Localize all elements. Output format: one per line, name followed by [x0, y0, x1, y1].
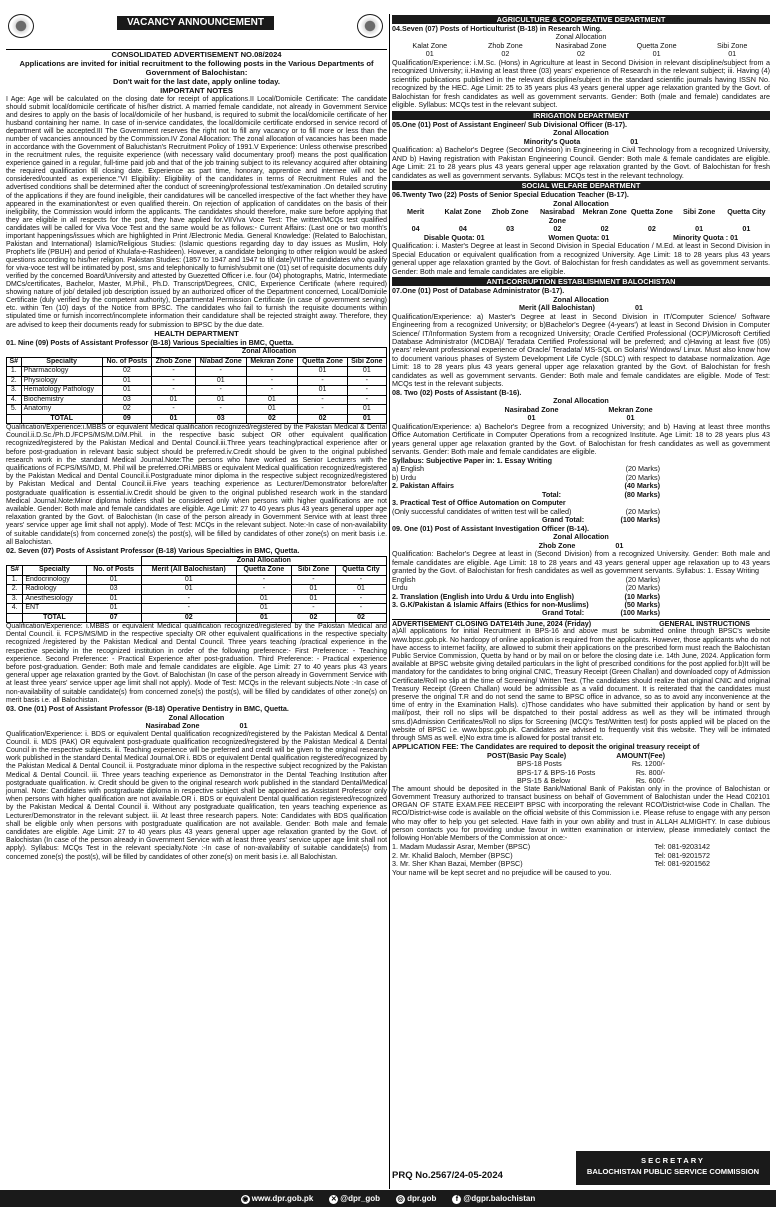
table-cell: 01	[86, 594, 141, 604]
table-cell: 02	[102, 367, 151, 377]
zone-name: Merit (All Balochistan)	[519, 303, 595, 313]
fee-post: BPS-18 Posts	[517, 759, 562, 769]
member-name: 3. Mr. Sher Khan Bazai, Member (BPSC)	[392, 859, 523, 869]
footer-facebook-text: @dgpr.balochistan	[463, 1193, 536, 1203]
table-cell: ENT	[23, 604, 86, 614]
table-cell: Endocrinology	[23, 575, 86, 585]
table-cell: 01	[347, 367, 386, 377]
table-cell: -	[195, 386, 246, 396]
post-06-qualification: Qualification: i. Master's Degree at least in Second Division in Special Education / M.Ed. at least in Second Division in Special Education or equivalent qualification from a recognized University. Age Limit: 18 to 28 years plus 43 years general upper age relaxation granted by the Govt. of Balochistan for fresh candidates as well as government servants. Gender: Both male and female candidates are eligible.	[392, 241, 770, 276]
zone-name: Nasirabad Zone	[504, 404, 559, 414]
zone-count: 01	[634, 303, 643, 313]
col-sno: S#	[7, 566, 23, 576]
column-divider	[389, 14, 390, 1189]
table-cell: 03	[102, 395, 151, 405]
col-posts: No. of Posts	[102, 357, 151, 367]
post-07-title: 07.One (01) Post of Database Administrator (B-17).	[392, 286, 565, 296]
subject: 3. G.K/Pakistan & Islamic Affairs (Ethics for non-Muslims)	[392, 600, 589, 609]
total-cell: 03	[195, 414, 246, 424]
zone-name: Sibi Zone	[682, 207, 716, 217]
signature-org: BALOCHISTAN PUBLIC SERVICE COMMISSION	[586, 1167, 760, 1176]
total-cell: 02	[291, 613, 335, 623]
zone-count: 01	[626, 413, 635, 423]
post-05-qualification: Qualification: a) Bachelor's Degree (Second Division) in Engineering in Civil Technology from a recognized University, AND b) Having registration with Pakistan Engineering Council. Gender: Both male & female candidates are eligible. Age Limit: 21 to 28 years plus 43 years general upper age relaxation granted by the Govt. of Balochistan for fresh candidates as well as government servants. Syllabus: MCQs test in the relevant technology.	[392, 145, 770, 180]
table-cell: -	[152, 376, 196, 386]
total-cell: 01	[347, 414, 386, 424]
total-cell: 02	[335, 613, 386, 623]
table-cell: -	[291, 604, 335, 614]
table-cell: 2.	[7, 585, 23, 595]
table-cell: -	[298, 395, 347, 405]
footer-facebook[interactable]	[452, 1194, 535, 1204]
zone-name: Quetta Zone	[630, 207, 673, 217]
fee-amount: Rs. 1200/-	[631, 759, 665, 769]
total-cell: 02	[141, 613, 236, 623]
table-cell: 01	[102, 386, 151, 396]
total-marks: (100 Marks)	[620, 515, 660, 525]
table-cell: 01	[347, 405, 386, 415]
table-cell: 01	[335, 585, 386, 595]
post-08-title: 08. Two (02) Posts of Assistant (B-16).	[392, 387, 522, 397]
advertisement-number: CONSOLIDATED ADVERTISEMENT NO.08/2024	[111, 50, 282, 59]
quota: Minority Quota : 01	[673, 232, 739, 242]
table-row	[7, 386, 387, 396]
table-cell: 1.	[7, 575, 23, 585]
member-tel: Tel: 081-9201562	[654, 859, 710, 869]
post-03-zone-row	[6, 722, 387, 730]
table-cell: -	[335, 594, 386, 604]
total-cell: 09	[102, 414, 151, 424]
table-cell: 01	[141, 585, 236, 595]
total-label: TOTAL	[21, 414, 102, 424]
closing-date-row	[392, 619, 770, 628]
table-cell: 01	[195, 395, 246, 405]
table-cell: -	[347, 376, 386, 386]
fee-amount: Rs. 800/-	[635, 767, 665, 777]
post-01-qualification: Qualification/Experience:i.MBBS or equivalent Medical qualification recognized/registered by the Pakistan Medical & Dental Council.ii.D.Sc./Ph.D./FCPS/MS/M.D/M.Phil. in the respective basic subject OR other equivalent qualification recognized/registered by the Pakistan Medical and Dental Council.iii.Three years teaching/practical experience after or before post-graduation in relevant basic subject should be preferred.iv.Credit should be given to the original published research work in the standard Medical Journal.Note:The persons who have worked as Senior Lecturers with the qualifications of FCPS/MS/MD, M. Phil will be preferred.ORi.MBBS or equivalent Medical qualification recognized/registered by the Pakistan Medical and Dental Council.ii.Postgraduate minor diploma in the respective subject recognized/registered by Pakistan Medical and Dental Council.iii.Five years teaching experience as Lecturer/Demonstrator before/after postgraduate qualification is essential.iv.Credit should be given to the original published research work in the standard Medical Journal.Note:Minor diploma holders shall be considered only when persons with higher qualifications are not available. Gender: Both male and female candidates are eligible. Age Limit: 27 to 40 years plus 43 years general upper age relaxation granted by the Govt. of Balochistan (In case of the person already in Government Service with at least three years' service upper age limit shall not apply). Mode of Test: MCQs in the relevant subject. Note:-In case of non-availability of suitable candidate(s) from concerned zone(s) the post(s), will be filled by candidates of other zone(s) on merit basis i.e. all Balochistan.	[6, 424, 387, 546]
col-sno: S#	[7, 357, 22, 367]
total-cell: 01	[152, 414, 196, 424]
table-cell: -	[347, 395, 386, 405]
col-zone: Quetta City	[335, 566, 386, 576]
post-08-zonal: Zonal Allocation	[553, 396, 609, 406]
post-02-title: 02. Seven (07) Posts of Assistant Professor (B-18) Various Specialties in BMC, Quetta.	[6, 546, 300, 556]
quota: Disable Quota: 01	[423, 232, 485, 242]
subject: English	[392, 574, 416, 584]
post-09-zonal: Zonal Allocation	[553, 532, 609, 542]
post-05-zonal: Zonal Allocation	[553, 128, 609, 138]
table-cell: -	[246, 386, 298, 396]
zone-count: 01	[615, 540, 624, 550]
application-fee-intro: APPLICATION FEE: The Candidates are required to deposit the original treasury receipt of	[392, 742, 700, 752]
col-zone: Merit (All Balochistan)	[141, 566, 236, 576]
table-row	[7, 376, 387, 386]
post-08-syllabus: Syllabus: Subjective Paper in: 1. Essay Writing	[392, 455, 553, 465]
general-instructions-text: a)All applications for initial Recruitment in BPS-16 and above must be submitted online through BPSC's website www.bpsc.gob.pk. No hardcopy of online application is required from the applicants. However, those applicants who do not have access to internet facility, are allowed to submit their applications on the prescribed form must reach the Balochistan Public Service Commission, Quetta by hand or by mail on or before the closing date i.e. 14th June, 2024. Application form available at BPSC website giving detailed particulars in the light of prescribed conditions for the post applied for.b)It will be mandatory for the candidates to bring original CNIC, Treasury Receipt (Green Challan) and downloaded copy of Admission Certificate/Roll no slip at the time of Screening/ Written Test. (The candidates should realize that original CNIC and original Treasury Receipt (Green Challan) would be admissible as a valid document. It is reiterated that the candidates must preserve the original T.R and do not send the same to BPSC office in advance, so as to avoid any inconvenience at the time of entry in the Examination Halls). c)Those candidates who have submitted their application by hand or sent by mail/post, their roll no slips will be dispatched to their postal address as well as they will be intimated through sms.d)Admission Certificates/Roll no slips for Screening (MCQ's Test/Written test) for posts applied will be placed on the website of BPSC i.e. www.bpsc.gob.pk. Candidates are advised to frequently visit this website. They will be intimated through SMS as well. e)No extra time is allowed for postal transit etc.	[392, 628, 770, 743]
table-cell: 01	[86, 604, 141, 614]
member-tel: Tel: 081-9203142	[654, 842, 710, 852]
total-cell: 07	[86, 613, 141, 623]
important-notes-text: I Age: Age will be calculated on the closing date for receipt of applications.II Local/Domicile Certificate: The candidate should submit local/domicile certificate of his/her district. A married female candidate, not already in Government Service and desires to apply on the basis of local/domicile of her husband, is required to submit the local/domicile certificate of her husband containing her name. In case of in-service candidates, the local/domicile certificate endorsed in service record of department will be accepted.III The Government reserves the right not to fill any vacancy or to fill more or less than the number of vacancies announced by the Commission.IV Zonal Allocation: The zonal allocation of vacancies has been made in accordance with the Government of Baluchistan's Recruitment Policy of 1991.V Experience: Unless otherwise prescribed in the recruitment rules, the requisite experience (with necessary valid documentary proof) means the post qualification experience gained in a regular, full-time paid job and that of the job training subject to its relevancy acquired after obtaining the required qualification till closing date. Experience as part time, honorary, apprentice and internee will not be considered/counted as experience."VI Eligibility: Eligibility of the candidates in terms of Recruitment Rules and the advertised conditions shall be determined after the conduct of screening/professional test/examination .On detailed scrutiny of the applications if they are found ineligible, their candidatures will be cancelled irrespective of the fact whether they have appeared in the examination/test or even qualified therein. On rejection of application of candidates on the basis of their ineligibility, the Commission would inform the applicants. The candidates should therefore, make sure before applying that they are eligible in all respects for the post, they have applied for.VIIViva Voce Test: The written/MCQs test qualified candidates will be called for Viva Voce Test and the same would be as follows:- Current Affairs: (Last one or two month's important happenings/issues which are highlighted in Print /Electronic Media. General Knowledge: (Related to Balochistan, Pakistan and International) Islamic/Religious Studies: (Islamic questions regarding day to day issues as Muslim, Holy Prophet's life (PBUH) and period of Khulafa-e-Rashideen). However, a candidate belonging to other religion would be asked questions according to his/her religion. Pakistan Studies: (1857 to 1947 and 1947 to till date)VIIIThe candidates who qualify for viva-voce test will be intimated by post, sms and telephonically to furnish/submit one (01) set of requisite documents duly verified by the concerned Board/University and attested by Guezetted Officer i.e. four (04) photographs, Matric, Intermediate DMCs/certificates, Bachelor, Master, M.Phil., Ph.D. Transcript/Degrees, CNIC, Experience Certificate (where required) showing nature of job/ detailed job description issued by an authorized officer of the Department concerned, Local/Domicile Certificate (duly verified by the competent authority), Departmental Permission Certificate (in case of government serving) etc. within Ten (10) days of the Notice from BPSC. The candidates who fail to furnish the requisite documents within stipulated time or furnish incorrect/incomplete information their candidature shall be rejected straight away. Therefore, they are advised to keep their documents ready for submission to BPSC by the due date.	[6, 95, 387, 329]
post-04-title: 04.Seven (07) Posts of Horticulturist (B-18) in Research Wing.	[392, 24, 603, 33]
footer-twitter-text: @dpr_gob	[340, 1193, 381, 1203]
zone-count: 01	[425, 49, 434, 59]
table-cell: 01	[86, 575, 141, 585]
table-cell: -	[152, 367, 196, 377]
vacancy-banner	[6, 14, 387, 50]
table-cell: 01	[141, 575, 236, 585]
table-cell: 02	[102, 405, 151, 415]
post-08-zones	[392, 406, 770, 423]
post-05-title: 05.One (01) Post of Assistant Engineer/ Sub Divisional Officer (B-17).	[392, 119, 627, 129]
agriculture-department-heading: AGRICULTURE & COOPERATIVE DEPARTMENT	[392, 15, 770, 24]
post-03-title: 03. One (01) Post of Assistant Professor (B-18) Operative Dentistry in BMC, Quetta.	[6, 704, 289, 714]
zone-count: 02	[553, 224, 562, 234]
prq-number: PRQ No.2567/24-05-2024	[392, 1170, 503, 1181]
total-cell: 02	[298, 414, 347, 424]
subject: 2. Pakistan Affairs	[392, 481, 455, 491]
table-cell: 1.	[7, 367, 22, 377]
total-cell: 01	[236, 613, 291, 623]
table-cell: -	[246, 376, 298, 386]
post-02-table	[6, 556, 387, 624]
zone-count: 02	[501, 49, 510, 59]
table-cell: -	[195, 405, 246, 415]
zone-count: 02	[600, 224, 609, 234]
zone-name: Mekran Zone	[582, 207, 627, 217]
table-cell: 01	[246, 395, 298, 405]
col-zone: Zhob Zone	[152, 357, 196, 367]
quota: Women Quota: 01	[548, 232, 610, 242]
zone-count: 01	[695, 224, 704, 234]
table-cell: 01	[291, 594, 335, 604]
table-row	[7, 604, 387, 614]
col-posts: No. of Posts	[86, 566, 141, 576]
member-name: 1. Madam Mudassir Asrar, Member (BPSC)	[392, 842, 531, 852]
zone-name: Nasirabad Zone	[555, 40, 607, 50]
col-zone: N/abad Zone	[195, 357, 246, 367]
marks: (20 Marks)	[625, 574, 660, 584]
zone-count: 02	[647, 224, 656, 234]
footer-bar	[0, 1190, 776, 1207]
post-06-zonal: Zonal Allocation	[553, 198, 609, 208]
signature-block	[576, 1151, 770, 1185]
table-cell: 4.	[7, 395, 22, 405]
important-notes-heading: IMPORTANT NOTES	[160, 85, 233, 95]
post-04-qualification: Qualification/Experience: i.M.Sc. (Hons) in Agriculture at least in Second Division in relevant discipline/subject from a recognized University; ii.Having at least three (03) years' experience of Research in the relevant subject; iii. Having (4) scientific publications published in the relevant discipline/subject in the standard scientific journals having ISSN No. recognized by the HEC. Age Limit: 25 to 35 years plus 43 years general upper age relaxation granted by the Govt. of Balochistan for fresh candidates as well as government servants. Gender: Both (male and female) candidates are eligible. Syllabus: MCQs test in the relevant subject.	[392, 57, 770, 110]
table-cell: 01	[195, 376, 246, 386]
post-09-marks	[392, 576, 770, 618]
fee-post: BPS-17 & BPS-16 Posts	[517, 767, 596, 777]
post-07-qualification: Qualification/Experience: a) Master's Degree at least in Second Division in IT/Computer Science/ Software Engineering from a recognized University; or b)Bachelor's Degree (4-years') at least in Second Division in Computer Science/ IT/Information System from a recognized University; Oracle Certified Professional (OCP)/Microsoft Certified Database Administrator (MCDBA)/ Teradata Certified Professional will be preferred; and c)Having at least five (05) years' relevant professional experience of Oracle/ Teradata/ MS-SQL on Solaris/ Windows/ Linux. Must also know how to document various phases of System Development Life Cycle (SDLC) with respect to database normalization. Age Limit: 18 to 28 years plus 43 years general upper age relaxation granted by the Govt. of Balochistan for fresh candidates as well as government servants. Gender: Both male and female candidates are eligible. Mode of Test: MCQs test in the relevant subjects.	[392, 311, 770, 389]
bpsc-seal-icon	[8, 14, 34, 38]
footer-instagram[interactable]	[396, 1194, 436, 1204]
zone-name: Zhob Zone	[538, 540, 576, 550]
total-marks: (100 Marks)	[620, 608, 660, 618]
post-02-qualification: Qualification/Experience: i.MBBS or equivalent Medical qualification recognized/registered by the Pakistan Medical and Dental Council. ii. FCPS/MS/MD in the respective specialty OR other equivalent qualifications in the respective specialty recognized /registered by the Pakistan Medical and Dental Council. Three years teaching /practical experience in the respective specialty in the recognized institution in order of the following preference:- First Preference: - Teaching experience. Second Preference: - Practical Experience after post-graduation. Third Preference: - Practical experience before post-graduation. Gender: Both male and female candidates are eligible. Age Limit: 27 to 40 years plus 43 years general upper age relaxation granted by the Govt. of Balochistan (In case of the person already in Government Service with at least three years' service upper age limit shall not apply). Mode of Test: MCQs in the relevant subjects.Note :-In case of non-availability of suitable candidate(s) from concerned zone(s) the post(s), will be filled by candidates of other zone(s) on merit basis i.e. all Balochistan.	[6, 623, 387, 704]
table-cell: 01	[152, 395, 196, 405]
post-06-title: 06.Twenty Two (22) Posts of Senior Special Education Teacher (B-17).	[392, 190, 629, 200]
subject: 2. Translation (English into Urdu & Urdu into English)	[392, 591, 575, 601]
table-row	[7, 405, 387, 415]
zone-count: 04	[411, 224, 420, 234]
col-specialty: Specialty	[23, 566, 86, 576]
table-cell: 2.	[7, 376, 22, 386]
anti-corruption-heading: ANTI-CORRUPTION ESTABLISHMENT BALOCHISTAN	[392, 277, 770, 286]
subject: Urdu	[392, 583, 408, 593]
table-cell: Anatomy	[21, 405, 102, 415]
table-cell: Physiology	[21, 376, 102, 386]
footer-twitter[interactable]	[329, 1194, 380, 1204]
table-cell: 01	[298, 367, 347, 377]
zone-count: 01	[239, 721, 248, 731]
col-zone: Sibi Zone	[291, 566, 335, 576]
zone-count: 03	[506, 224, 515, 234]
post-09-title: 09. One (01) Post of Assistant Investigation Officer (B-14).	[392, 523, 590, 533]
irrigation-department-heading: IRRIGATION DEPARTMENT	[392, 111, 770, 120]
table-cell: Radiology	[23, 585, 86, 595]
secrecy-note: Your name will be kept secret and no prejudice will be caused to you.	[392, 867, 612, 877]
table-row	[7, 575, 387, 585]
post-08-marks	[392, 465, 770, 499]
advertisement-intro: Applications are invited for initial recruitment to the following posts in the Various Departments of Government of Balochistan:	[19, 58, 374, 77]
zone-name: Quetta Zone	[636, 40, 677, 50]
fee-post: BPS-15 & Below	[517, 776, 571, 786]
col-zone: Quetta Zone	[236, 566, 291, 576]
zone-name: Nasirabad Zone	[145, 721, 200, 731]
table-cell: -	[236, 575, 291, 585]
marks: (50 Marks)	[624, 600, 660, 609]
table-cell: -	[246, 367, 298, 377]
zone-name: Quetta City	[727, 207, 766, 217]
member-tel: Tel: 081-9201572	[654, 850, 710, 860]
social-welfare-heading: SOCIAL WELFARE DEPARTMENT	[392, 181, 770, 190]
table-cell: Anesthesiology	[23, 594, 86, 604]
table-cell: -	[141, 594, 236, 604]
table-cell: -	[298, 376, 347, 386]
table-cell: 3.	[7, 386, 22, 396]
zone-count: 01	[728, 49, 737, 59]
zonal-allocation-header: Zonal Allocation	[152, 348, 387, 358]
footer-instagram-text: dpr.gob	[407, 1193, 437, 1203]
marks: (20 Marks)	[625, 464, 660, 474]
table-cell: 01	[236, 594, 291, 604]
post-01-title: 01. Nine (09) Posts of Assistant Professor (B-18) Various Specialties in BMC, Quetta.	[6, 337, 294, 347]
table-cell: 01	[246, 405, 298, 415]
fee-col: AMOUNT(Fee)	[616, 750, 665, 760]
marks: (20 Marks)	[625, 583, 660, 593]
footer-website-text: www.dpr.gob.pk	[251, 1193, 314, 1203]
zone-name: Zhob Zone	[488, 40, 523, 50]
instagram-icon: ◎	[397, 1195, 404, 1203]
col-zone: Mekran Zone	[246, 357, 298, 367]
table-cell: -	[298, 405, 347, 415]
zone-name: Sibi Zone	[717, 40, 748, 50]
table-cell: 01	[102, 376, 151, 386]
total-marks: (80 Marks)	[624, 489, 660, 499]
table-cell: -	[141, 604, 236, 614]
col-zone: Quetta Zone	[298, 357, 347, 367]
total-label: Total:	[542, 489, 562, 499]
table-cell: -	[347, 386, 386, 396]
quota-name: Minority's Quota	[523, 136, 581, 146]
table-cell: 01	[236, 604, 291, 614]
signature-title: SECRETARY	[641, 1156, 705, 1165]
total-label: Grand Total:	[542, 608, 585, 618]
table-cell: Hematology Pathology	[21, 386, 102, 396]
quota-count: 01	[630, 136, 639, 146]
table-cell: -	[152, 386, 196, 396]
table-cell: 4.	[7, 604, 23, 614]
left-column	[6, 14, 387, 862]
footer-website[interactable]	[241, 1194, 313, 1204]
post-08-practical: 3. Practical Test of Office Automation on Computer	[392, 498, 566, 508]
globe-icon: ◉	[242, 1195, 249, 1203]
right-column	[392, 14, 770, 877]
post-01-table	[6, 347, 387, 424]
zone-count: 01	[742, 224, 751, 234]
zone-count: 01	[652, 49, 661, 59]
practical-note: (Only successful candidates of written test will be called)	[392, 506, 572, 516]
table-cell: Pharmacology	[21, 367, 102, 377]
post-03-zonal: Zonal Allocation	[168, 712, 225, 722]
post-01-total-row	[7, 414, 387, 424]
marks: (20 Marks)	[625, 506, 660, 516]
table-row	[7, 585, 387, 595]
col-specialty: Specialty	[21, 357, 102, 367]
table-row	[7, 594, 387, 604]
apply-online-note: Don't wait for the last date, apply online today.	[112, 76, 281, 86]
member-name: 2. Mr. Khalid Baloch, Member (BPSC)	[392, 850, 513, 860]
table-cell: -	[236, 585, 291, 595]
fee-deposit-text: The amount should be deposited in the State Bank/National Bank of Pakistan only in the province of Balochistan or Government Treasury authorized to transact business on behalf of Government of Balochistan under the Head C02101 ORGAN OF STATE EXAM.FEE RECEIPT BPSC with incorporating the relevant RCO/District-wise Code in Challan. The RCO/District-wise code is available on the official website of this Commission i.e. Please refuse to engage with any person who may offer to help you get selected. Have faith in your own ability and trust in ALLAH ALMIGHTY. In case dubious person contacts you for providing undue favour in written examination or interview, please immediately contact the following Hon'able Members of the Commission at once:-	[392, 785, 770, 842]
zone-name: Kalat Zone	[444, 207, 482, 217]
table-cell: 01	[298, 386, 347, 396]
table-cell: 03	[86, 585, 141, 595]
table-cell: -	[291, 575, 335, 585]
table-cell: -	[152, 405, 196, 415]
zone-count: 01	[527, 413, 536, 423]
facebook-icon: f	[452, 1195, 461, 1204]
post-07-zonal: Zonal Allocation	[553, 294, 609, 304]
post-01-rows	[7, 367, 387, 415]
post-04-zones	[392, 42, 770, 59]
government-seal-icon	[357, 14, 383, 38]
post-02-total-row	[7, 613, 387, 623]
twitter-icon: ✕	[330, 1195, 337, 1203]
col-zone: Sibi Zone	[347, 357, 386, 367]
subject: a) English	[392, 464, 424, 474]
banner-title: VACANCY ANNOUNCEMENT	[117, 16, 274, 30]
general-instructions-heading: GENERAL INSTRUCTIONS	[659, 618, 750, 628]
zone-name: Nasirabad Zone	[539, 207, 575, 225]
post-04-zonal: Zonal Allocation	[555, 32, 607, 42]
fee-col: POST(Basic Pay Scale)	[487, 750, 567, 760]
table-row	[7, 367, 387, 377]
zone-name: Merit	[407, 207, 425, 217]
fee-amount: Rs. 600/-	[635, 776, 665, 786]
total-label: Grand Total:	[542, 515, 585, 525]
table-cell: 01	[291, 585, 335, 595]
members-list	[392, 843, 770, 868]
table-cell: 3.	[7, 594, 23, 604]
zone-name: Mekran Zone	[608, 404, 653, 414]
post-02-rows	[7, 575, 387, 613]
zone-count: 02	[576, 49, 585, 59]
health-department-heading: HEALTH DEPARTMENT	[154, 328, 239, 338]
marks: (40 Marks)	[624, 481, 660, 491]
post-06-zones	[392, 208, 770, 233]
post-03-qualification: Qualification/Experience: i. BDS or equivalent Dental qualification recognized/registered by the Pakistan Medical & Dental Council. ii. MDS (PAK) OR equivalent post-graduate qualification recognized/registered by the Pakistan Medical & Dental Council in the respective subjects. iii. Teaching experience will be preferred and credit will be given to the original research work published in the standard Dental Medical Journal.OR i. BDS or equivalent Dental qualification registered/recognized by the Pakistan Medical & Dental Council. ii. Postgraduate minor diploma in the respective subject recognized by the Pakistan Medical & Dental Council. iii. Three years teaching experience as Demonstrator in the Dental Teaching Institution after postgraduate qualification. iv. Credit should be given to the original research work published in the standard Dental/Medical journal. Note: Candidates with postgraduate diploma in respective subject shall be appointed as Assistant Professor only when persons with higher qualification are not available.OR i. BDS or equivalent Dental qualification registered/recognized by the Pakistan Medical & Dental Council ii. Without any postgraduate qualification, ten years teaching experience as Lecturer/Demonstrator in the relevant subject. iii. At least three research papers. Note: Candidates with BDS qualification shall be eligible only when persons with postgraduate qualification are not available. Gender: Both male and female candidates are eligible. Age Limit: 27 to 40 years plus 43 years general upper age relaxation granted by the Govt. of Balochistan (In case of the person already in Government Service with at least three years' service upper age limit shall not apply). Syllabus: MCQs Test in the relevant specialty.Note :-In case of non-availability of suitable candidate(s) from concerned zone(s) the post(s), will be filled by candidates of other zone(s) on merit basis i.e. all Balochistan.	[6, 730, 387, 861]
total-label: TOTAL	[23, 613, 86, 623]
table-cell: -	[335, 604, 386, 614]
zone-name: Zhob Zone	[491, 207, 529, 217]
fee-table	[392, 752, 770, 786]
table-row	[7, 395, 387, 405]
table-cell: -	[335, 575, 386, 585]
subject: b) Urdu	[392, 472, 416, 482]
zone-name: Kalat Zone	[412, 40, 448, 50]
total-cell: 02	[246, 414, 298, 424]
table-cell: 5.	[7, 405, 22, 415]
post-08-qualification: Qualification/Experience: a) Bachelor's Degree from a recognized University; and b) Having at least three months Office Automation Certificate in Computer Operations from a recognized Institute. Age Limit: 18 to 28 years plus 43 years general upper age relaxation granted by the Govt. of Balochistan for fresh candidates as well as government servants. Gender: Both male and female candidates are eligible.	[392, 421, 770, 457]
zonal-allocation-header: Zonal Allocation	[141, 556, 386, 566]
post-09-qualification: Qualification: Bachelor's Degree at least in (Second Division) from a recognized University. Gender: Both male and female candidates are eligible. Age Limit: 18 to 28 years and 43 years general upper age relaxation up to 43 years granted by the Govt. of Balochistan for fresh candidates as well as government servants. Syllabus: 1. Essay Writing	[392, 549, 770, 576]
marks: (20 Marks)	[625, 472, 660, 482]
table-cell: -	[195, 367, 246, 377]
zone-count: 04	[458, 224, 467, 234]
closing-date: ADVERTISEMENT CLOSING DATE14th June, 2024 (Friday)	[392, 618, 592, 628]
marks: (10 Marks)	[624, 591, 660, 601]
table-cell: Biochemistry	[21, 395, 102, 405]
